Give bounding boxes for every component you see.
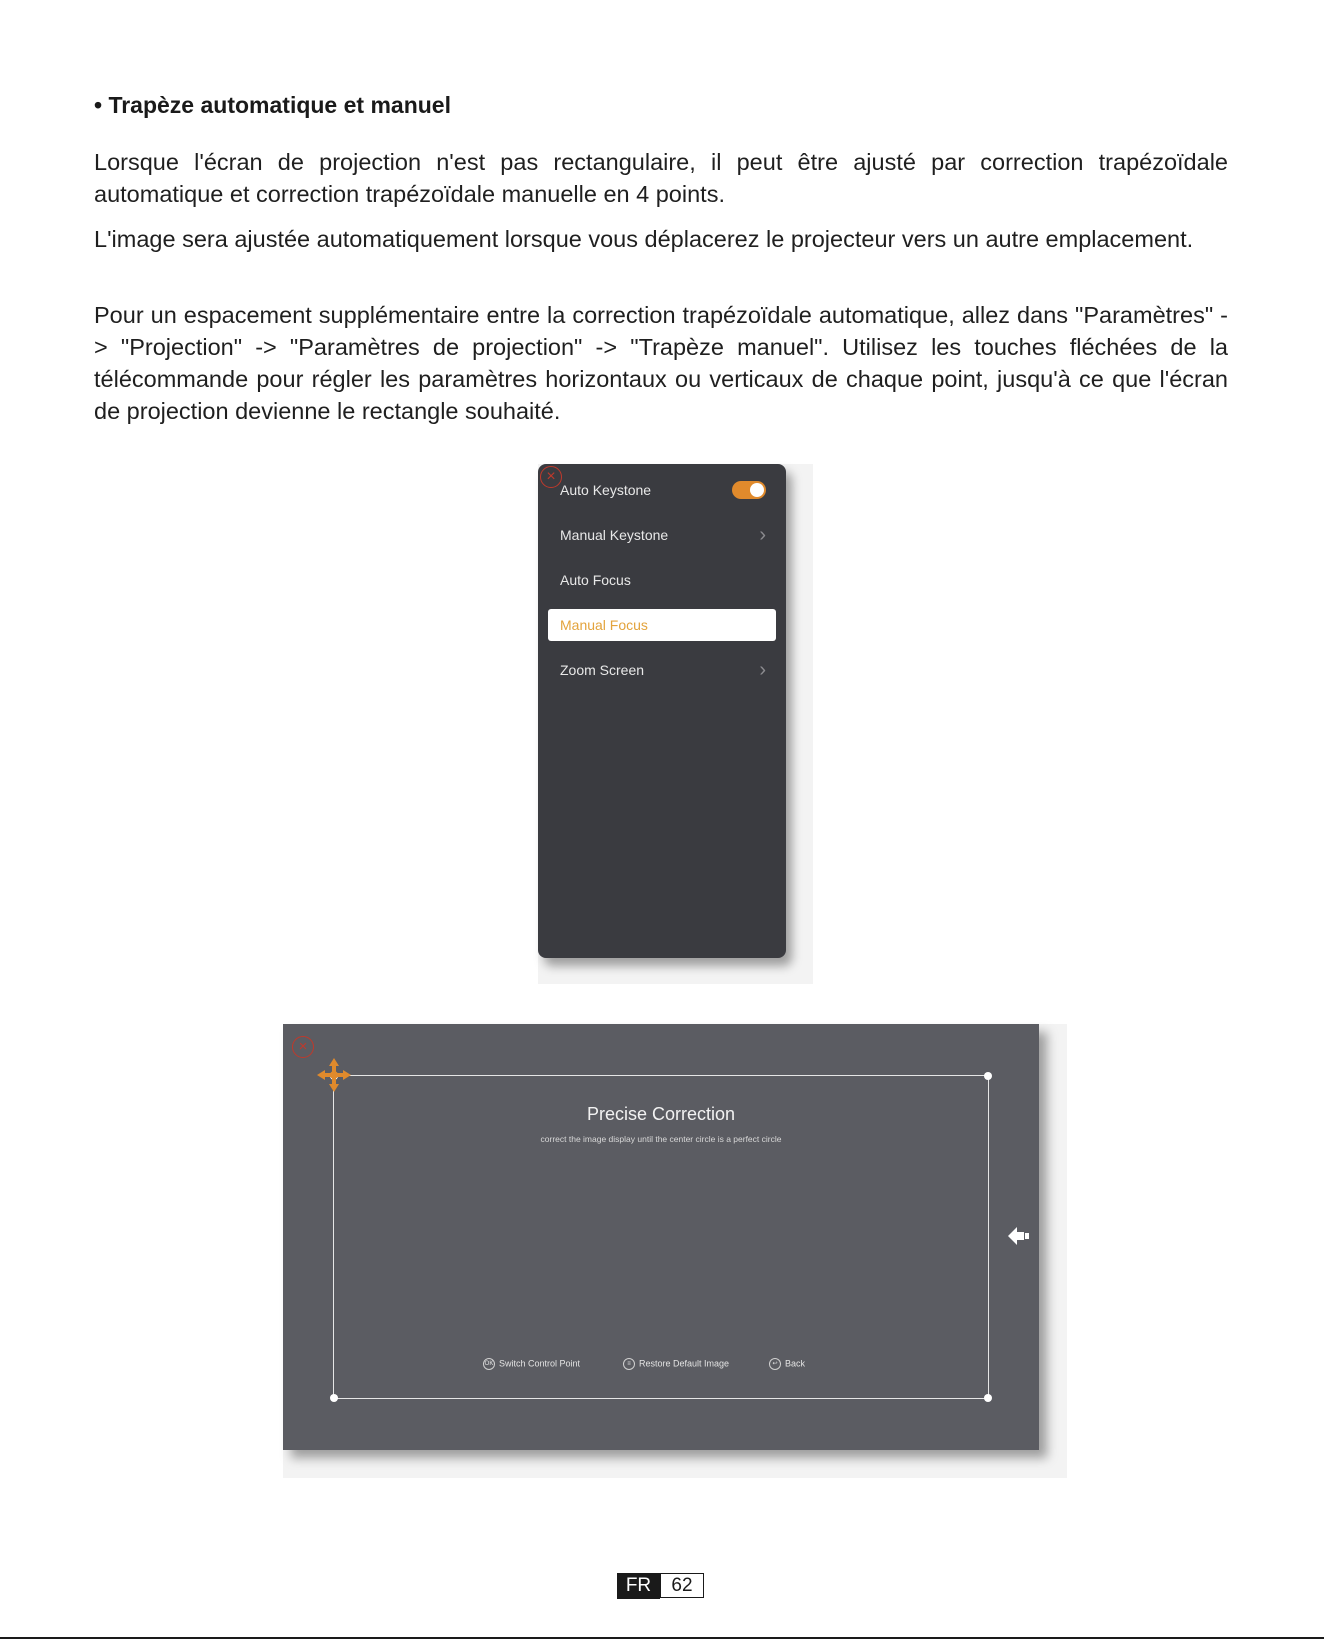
page-number-value: 62	[660, 1573, 704, 1598]
menu-item-auto-keystone[interactable]	[560, 473, 778, 507]
section-heading: • Trapèze automatique et manuel	[94, 92, 451, 118]
auto-keystone-toggle[interactable]	[732, 481, 766, 499]
projection-menu-panel	[538, 464, 786, 958]
arrow-left-icon	[1007, 1224, 1031, 1248]
menu-item-label: Auto Keystone	[560, 482, 652, 498]
projection-menu-screenshot	[538, 464, 813, 984]
menu-item-label: Auto Focus	[560, 572, 631, 588]
hint-label: Switch Control Point	[499, 1358, 581, 1369]
close-icon[interactable]: ×	[292, 1036, 314, 1058]
precise-correction-screenshot	[283, 1024, 1067, 1478]
move-control-point-icon	[317, 1058, 351, 1092]
menu-button-icon: ≡	[623, 1358, 635, 1370]
page-number	[617, 1573, 704, 1599]
menu-item-zoom-screen[interactable]	[560, 653, 778, 687]
menu-item-auto-focus[interactable]	[560, 563, 778, 597]
ok-button-icon: OK	[483, 1358, 495, 1370]
paragraph: Pour un espacement supplémentaire entre la correction trapézoïdale automatique, allez dans "Paramètres" -> "Projection" -> "Paramètres de projection" -> "Trapèze manuel". Utilisez les touches fléchées de la télécommande pour régler les paramètres horizontaux ou verticaux de chaque point, jusqu'à ce que l'écran de projection devienne le rectangle souhaité.	[94, 302, 1228, 424]
page-language: FR	[617, 1573, 660, 1599]
hint-label: Back	[785, 1358, 806, 1369]
menu-item-label: Zoom Screen	[560, 662, 645, 678]
menu-item-manual-keystone[interactable]	[560, 518, 778, 552]
control-point-bottom-right[interactable]	[984, 1394, 992, 1402]
precise-correction-title: Precise Correction	[586, 1104, 736, 1124]
precise-correction-panel	[283, 1024, 1039, 1450]
hint-back	[769, 1358, 805, 1370]
chevron-right-icon: ›	[759, 524, 766, 546]
menu-item-label: Manual Keystone	[560, 527, 669, 543]
hint-label: Restore Default Image	[639, 1358, 730, 1369]
close-icon[interactable]: ×	[540, 466, 562, 488]
paragraph: L'image sera ajustée automatiquement lorsque vous déplacerez le projecteur vers un autre emplacement.	[94, 226, 1194, 252]
back-button-icon: ↩	[769, 1358, 781, 1370]
control-point-bottom-left[interactable]	[330, 1394, 338, 1402]
paragraph: Lorsque l'écran de projection n'est pas rectangulaire, il peut être ajusté par correction trapézoïdale automatique et correction trapézoïdale manuelle en 4 points.	[94, 149, 1228, 207]
toggle-knob	[750, 483, 764, 497]
menu-item-label: Manual Focus	[560, 617, 648, 633]
precise-correction-subtitle: correct the image display until the center circle is a perfect circle	[540, 1134, 782, 1144]
hint-switch-control-point	[483, 1358, 580, 1370]
chevron-right-icon: ›	[759, 659, 766, 681]
hint-restore-default-image	[623, 1358, 729, 1370]
control-point-top-right[interactable]	[984, 1072, 992, 1080]
menu-item-manual-focus[interactable]	[548, 609, 776, 641]
